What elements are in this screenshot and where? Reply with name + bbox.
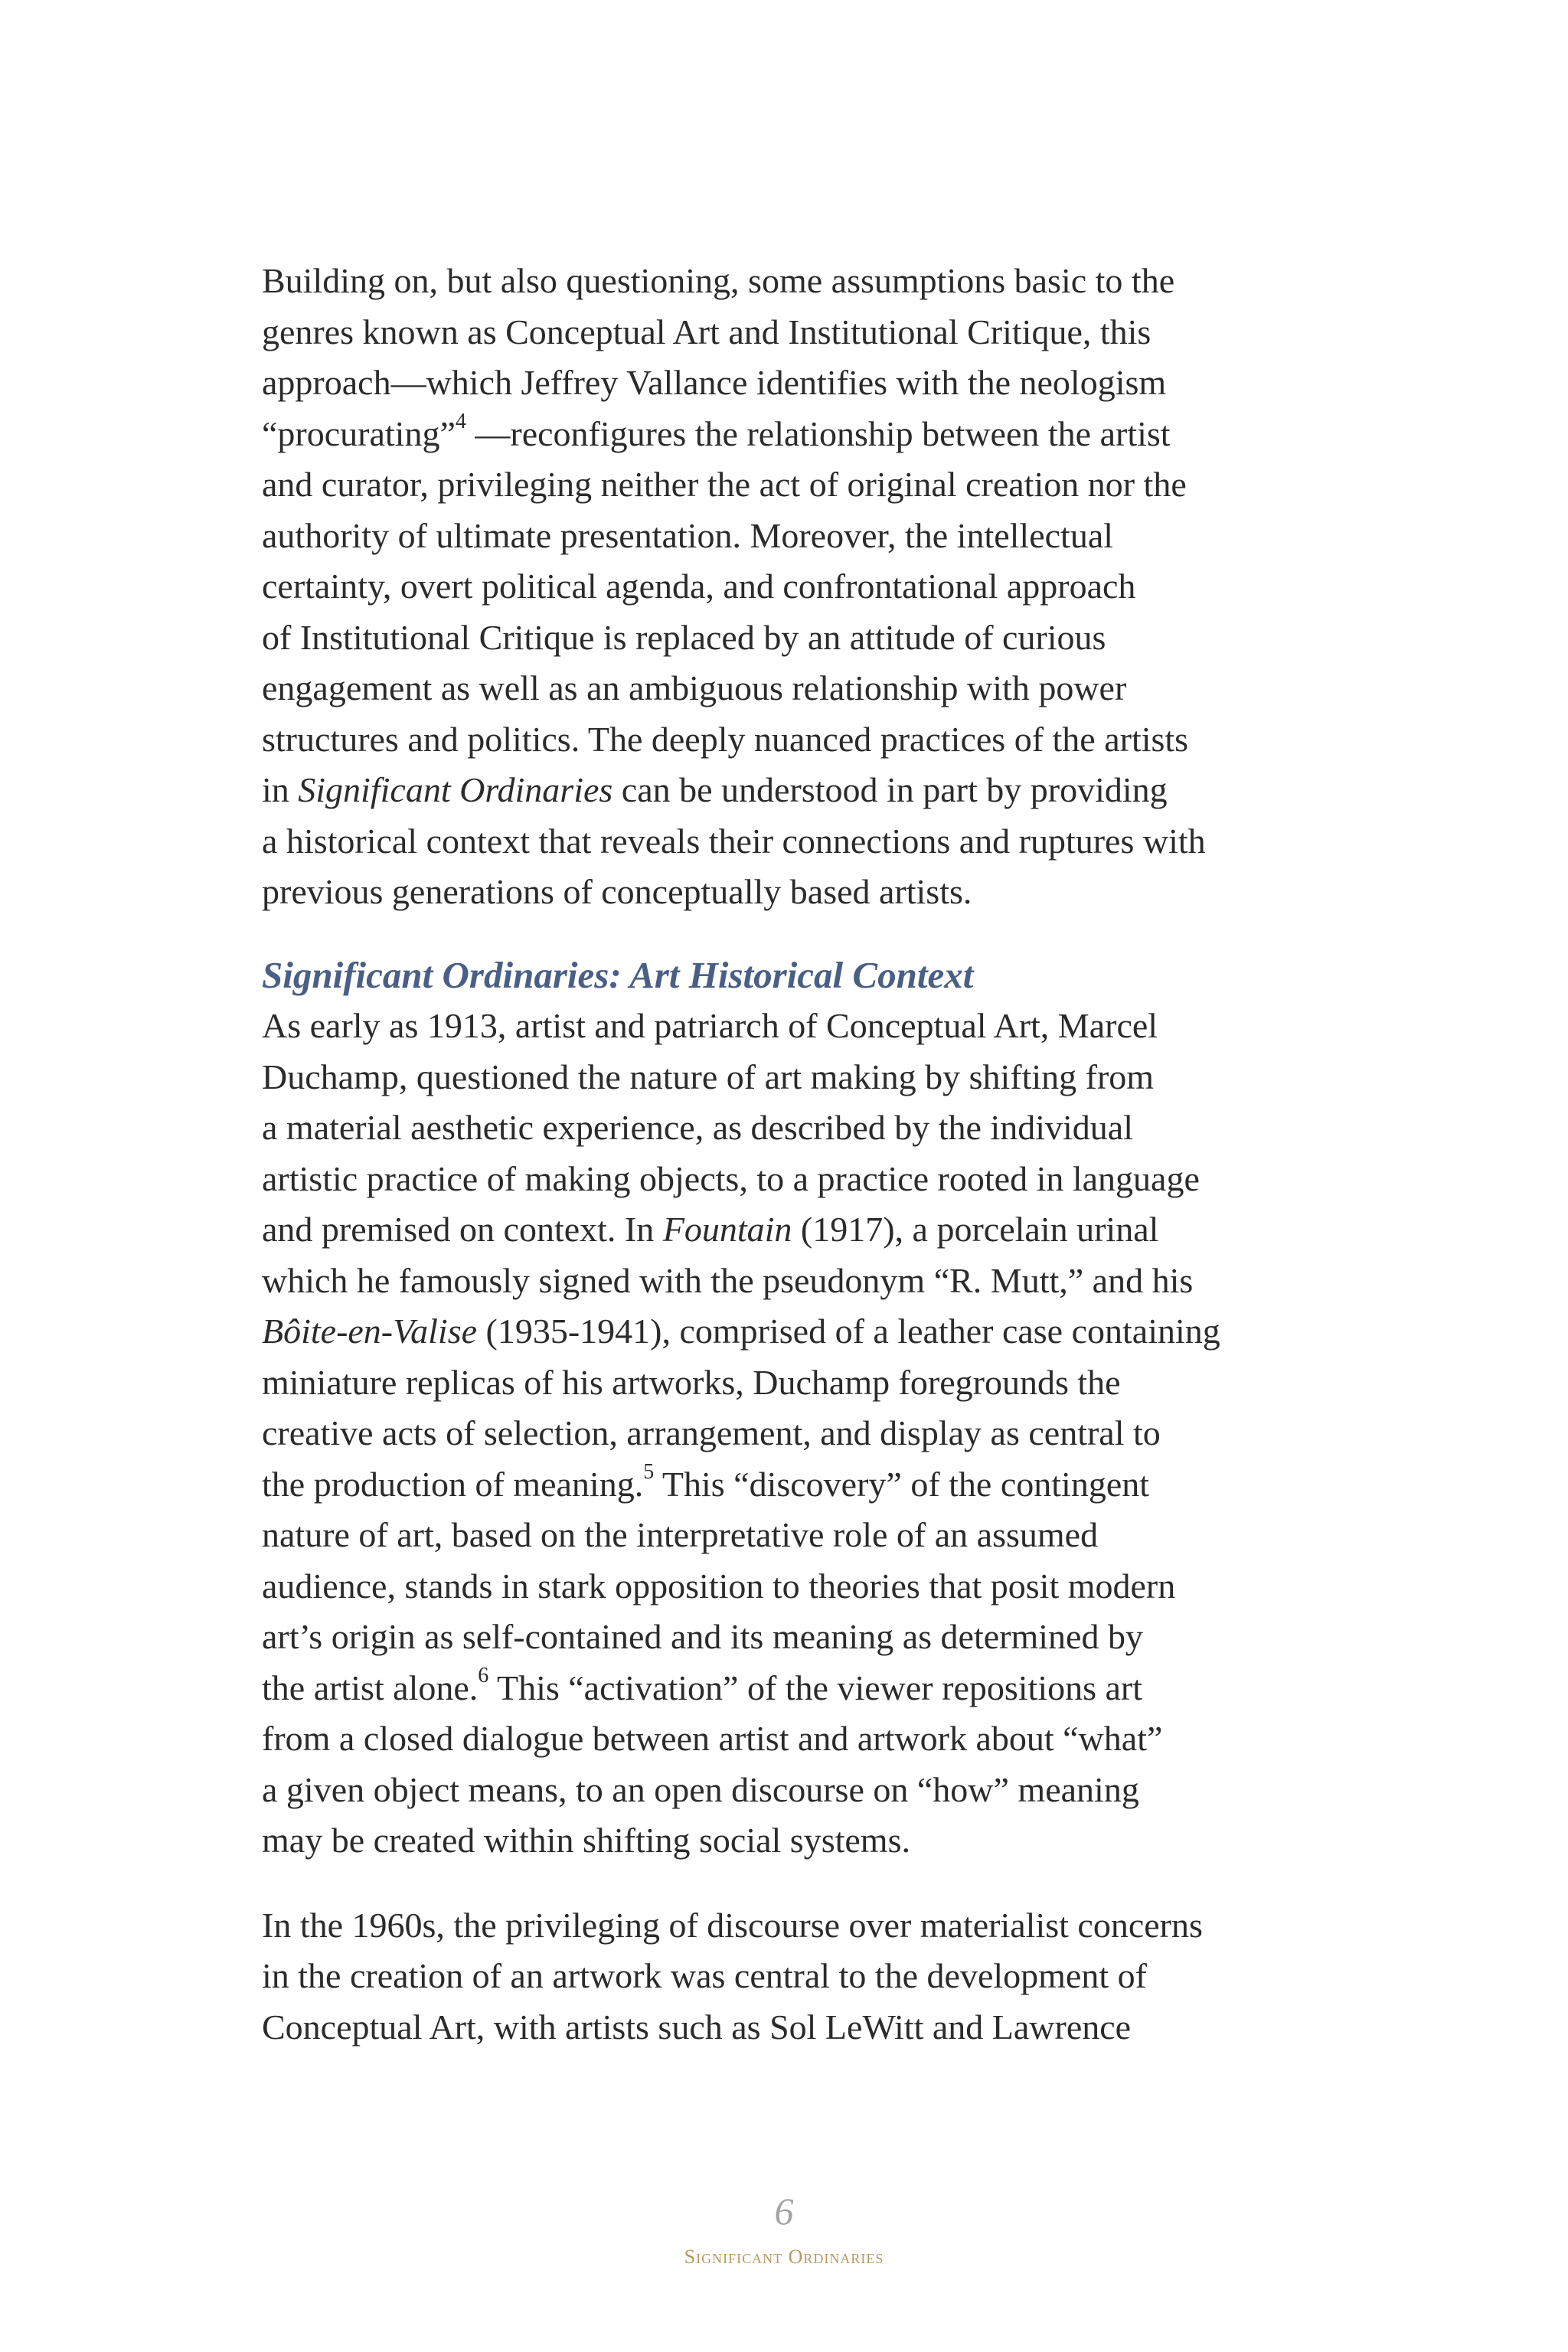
text-line: a historical context that reveals their connections and ruptures with	[262, 821, 1206, 861]
text-run: can be understood in part by providing	[612, 770, 1168, 809]
text-line	[262, 1306, 1303, 1357]
text-line: approach—which Jeffrey Vallance identifies with the neologism	[262, 363, 1167, 402]
text-run: This “activation” of the viewer repositions art	[488, 1668, 1143, 1707]
italic-title: Bôite-en-Valise	[262, 1312, 478, 1351]
text-run: This “discovery” of the contingent	[654, 1464, 1150, 1504]
paragraph-procurating	[262, 256, 1303, 918]
page-number: 6	[774, 2190, 794, 2233]
text-line: which he famously signed with the pseudonym “R. Mutt,” and his	[262, 1260, 1194, 1300]
text-run: (1935-1941), comprised of a leather case containing	[477, 1312, 1220, 1351]
text-line	[262, 409, 1303, 460]
text-run: and premised on context. In	[262, 1210, 663, 1249]
text-line: from a closed dialogue between artist and artwork about “what”	[262, 1719, 1163, 1758]
text-line: a given object means, to an open discourse on “how” meaning	[262, 1769, 1139, 1809]
section-heading: Significant Ordinaries: Art Historical Context	[262, 953, 974, 996]
text-line: may be created within shifting social systems.	[262, 1821, 910, 1860]
italic-title: Significant Ordinaries	[298, 770, 613, 809]
text-run: the artist alone.	[262, 1668, 479, 1707]
body-text	[262, 256, 1303, 2053]
paragraph-1960s	[262, 1900, 1303, 2053]
text-run: (1917), a porcelain urinal	[792, 1210, 1159, 1249]
text-line: a material aesthetic experience, as described by the individual	[262, 1108, 1134, 1147]
text-line: authority of ultimate presentation. Moreover, the intellectual	[262, 515, 1114, 555]
text-line: previous generations of conceptually based artists.	[262, 872, 972, 911]
text-run: “procurating”	[262, 413, 456, 453]
text-line	[262, 765, 1303, 816]
text-line: in the creation of an artwork was central to the development of	[262, 1956, 1147, 1995]
text-line: As early as 1913, artist and patriarch of Conceptual Art, Marcel	[262, 1006, 1158, 1045]
text-line: audience, stands in stark opposition to theories that posit modern	[262, 1566, 1176, 1606]
paragraph-duchamp	[262, 1001, 1303, 1867]
text-line: In the 1960s, the privileging of discourse over materialist concerns	[262, 1905, 1203, 1945]
text-line: engagement as well as an ambiguous relationship with power	[262, 668, 1127, 707]
footnote-ref-5[interactable]: 5	[643, 1460, 655, 1485]
text-line: Building on, but also questioning, some assumptions basic to the	[262, 261, 1175, 300]
text-line: miniature replicas of his artworks, Duchamp foregrounds the	[262, 1362, 1121, 1402]
italic-title: Fountain	[662, 1210, 792, 1249]
text-line: and curator, privileging neither the act of original creation nor the	[262, 465, 1187, 504]
text-line: of Institutional Critique is replaced by an attitude of curious	[262, 617, 1106, 657]
text-line	[262, 1204, 1303, 1256]
text-line: genres known as Conceptual Art and Institutional Critique, this	[262, 312, 1152, 351]
text-line	[262, 1663, 1303, 1714]
running-title: Significant Ordinaries	[684, 2246, 884, 2268]
text-line: certainty, overt political agenda, and confrontational approach	[262, 567, 1136, 606]
text-line: art’s origin as self-contained and its meaning as determined by	[262, 1617, 1143, 1656]
footnote-ref-6[interactable]: 6	[478, 1664, 489, 1688]
text-line: creative acts of selection, arrangement, and display as central to	[262, 1413, 1161, 1452]
text-line: structures and politics. The deeply nuanced practices of the artists	[262, 719, 1189, 759]
footnote-ref-4[interactable]: 4	[455, 410, 466, 434]
text-line: artistic practice of making objects, to a practice rooted in language	[262, 1158, 1200, 1198]
text-line: Conceptual Art, with artists such as Sol LeWitt and Lawrence	[262, 2007, 1132, 2047]
text-run: in	[262, 770, 299, 809]
text-run: the production of meaning.	[262, 1464, 644, 1504]
text-line: nature of art, based on the interpretative role of an assumed	[262, 1515, 1099, 1554]
text-line: Duchamp, questioned the nature of art making by shifting from	[262, 1057, 1155, 1096]
text-run: —reconfigures the relationship between the artist	[466, 413, 1171, 453]
text-line	[262, 1459, 1303, 1511]
